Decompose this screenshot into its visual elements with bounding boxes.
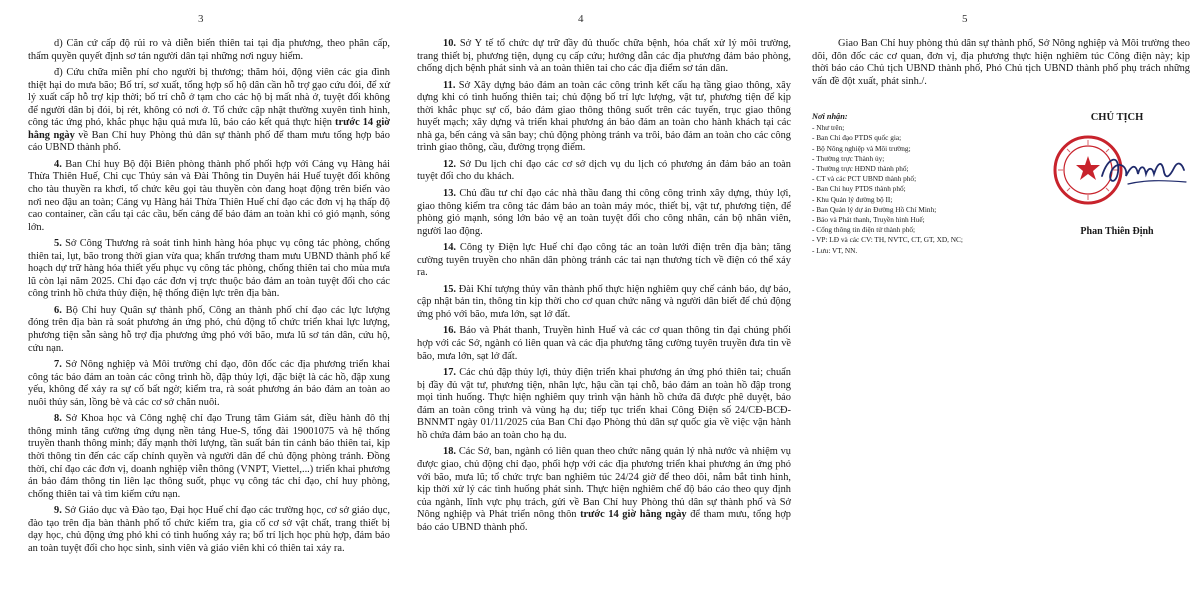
recipients-title: Nơi nhận: [812, 112, 848, 121]
document-page-5 [800, 0, 1200, 613]
paragraph [28, 413, 390, 501]
paragraph-tail: để tham mưu, tổng hợp báo cáo UBND thành phố. [417, 509, 792, 533]
paragraph-text: d) Căn cứ cấp độ rủi ro và diễn biến thiên tai tại địa phương, theo phân cấp, thẩm quyền quyết định sơ tán người dân tại những nơi nguy hiểm. [28, 38, 390, 62]
paragraph-number: 6. [54, 304, 62, 316]
recipients-items [812, 123, 1042, 256]
recipient-item: - Báo và Phát thanh, Truyền hình Huế; [812, 215, 925, 225]
page-body [417, 38, 791, 538]
recipient-item: - Ban Chỉ đạo PTDS quốc gia; [812, 133, 902, 143]
paragraph-text: Ban Chỉ huy Bộ đội Biên phòng thành phố phối hợp với Cảng vụ Hàng hải Thừa Thiên Huế, Chi cục Thủy sản và Đài Thông tin Duyên hải Huế tuyệt đối không cho tàu thuyền ra khơi, tổ chức kêu gọi tàu thuyền còn đang hoạt động trên biển vào nơi neo đậu an toàn; Cảng vụ Hàng hải Thừa Thiên Huế chỉ đạo các đơn vị hạ thấp độ cao container, cần cẩu tại các cầu, bến cảng để bảo đảm an toàn khi có gió mạnh, sóng lớn. [28, 158, 390, 233]
paragraph-number: 18. [443, 446, 456, 458]
paragraph-number: 14. [443, 242, 456, 254]
paragraph-number: 4. [54, 158, 62, 170]
signature-block [812, 112, 1192, 312]
page-number: 5 [962, 13, 968, 25]
recipient-item: - Cổng thông tin điện tử thành phố; [812, 225, 916, 235]
page-number: 3 [198, 13, 204, 25]
signer-position: CHỦ TỊCH [1090, 112, 1144, 123]
signer [1042, 112, 1192, 237]
paragraph [417, 284, 791, 322]
paragraph-number: 13. [443, 188, 456, 200]
paragraph-text: Đài Khí tượng thủy văn thành phố thực hiện nghiêm quy chế cảnh báo, dự báo, cập nhật bản tin, thông tin kịp thời cho cơ quan chức năng và người dân biết để chủ động ứng phó với bão, mưa lớn, sạt lở đất. [417, 283, 791, 320]
paragraph-text: Sở Công Thương rà soát tình hình hàng hóa phục vụ công tác phòng, chống thiên tai, lụt, bão trong thời gian vừa qua; khẩn trương tham mưu UBND thành phố kế hoạch dự trữ hàng hóa thiết yếu phục vụ công tác phòng, chống thiên tai cho mùa mưa lũ còn lại năm 2025. Chỉ đạo các đơn vị trực thuộc bảo đảm an toàn tuyệt đối cho các công trình hồ chứa thủy điện, hệ thống điện lực trên địa bàn. [28, 238, 390, 300]
handwritten-signature-icon [1098, 146, 1190, 194]
recipient-item: - Bộ Nông nghiệp và Môi trường; [812, 143, 911, 153]
paragraph-number: 8. [54, 413, 62, 425]
paragraph-text: Chủ đầu tư chỉ đạo các nhà thầu đang thi công công trình xây dựng, thủy lợi, giao thông kiểm tra công tác đảm bảo an toàn máy móc, thiết bị, vật tư, phương tiện, để phòng gió mạnh, sóng lớn bảo vệ an toàn tuyệt đối cho công nhân, cán bộ nhân viên, người lao động. [417, 188, 791, 237]
signer-name: Phan Thiên Định [1080, 226, 1154, 237]
paragraph-text: Sở Du lịch chỉ đạo các cơ sở dịch vụ du lịch có phương án đảm bảo an toàn tuyệt đối cho du khách. [417, 158, 791, 183]
paragraph [28, 238, 390, 301]
paragraph-emphasis: trước 14 giờ hằng ngày [580, 509, 687, 521]
recipient-item: - Như trên; [812, 123, 845, 133]
paragraph [417, 38, 791, 76]
paragraph-text: Sở Y tế tổ chức dự trữ đầy đủ thuốc chữa bệnh, hóa chất xử lý môi trường, trang thiết bị, phương tiện, dụng cụ cấp cứu; hướng dẫn các địa phương đảm bảo phòng, chống dịch bệnh phát sinh và an toàn thiên tai cho các địa điểm sơ tán dân. [417, 38, 791, 75]
paragraph [28, 359, 390, 409]
paragraph-text: Sở Xây dựng bảo đảm an toàn các công trình kết cấu hạ tầng giao thông, xây dựng khi có tình huống thiên tai; chủ động bố trí lực lượng, vật tư, phương tiện để kịp thời khắc phục sự cố, bảo đảm giao thông thông suốt trên các tuyến, trục giao thông huyết mạch; xây dựng và triển khai phương án bảo đảm an toàn cho hành khách tại các nhà ga, bến cảng và sân bay; chủ động phòng tránh va trôi, bảo đảm an toàn cho các công trình giao thông, cầu, đường trọng điểm. [417, 79, 791, 154]
paragraph-text: Sở Giáo dục và Đào tạo, Đại học Huế chỉ đạo các trường học, cơ sở giáo dục, đào tạo trên địa bàn thành phố tổ chức kiểm tra, gia cố cơ sở vật chất, trang thiết bị dạy học, chủ động ứng phó khi có tình huống xảy ra; bố trí lịch học phù hợp, đảm bảo an toàn tuyệt đối cho học sinh, sinh viên và giáo viên khi có thiên tai xảy ra. [28, 505, 390, 554]
paragraph-text: Báo và Phát thanh, Truyền hình Huế và các cơ quan thông tin đại chúng phối hợp với các Sở, ngành có liên quan và các địa phương tăng cường tuyên truyền đưa tin về bão, mưa lớn, sạt lở đất. [417, 325, 791, 362]
page-number: 4 [578, 13, 584, 25]
paragraph-text: Các chủ đập thủy lợi, thủy điện triển khai phương án ứng phó thiên tai; chuẩn bị đầy đủ vật tư, phương tiện, nhân lực, hậu cần tại chỗ, bảo đảm an toàn hồ đập trong mọi tình huống. Thực hiện nghiêm quy trình vận hành hồ chứa đã được phê duyệt, bảo đảm an toàn công trình và vùng hạ du; tiếp tục triển khai Công Điện số 24/CĐ-BCĐ-BNNMT ngày 01/11/2025 của Ban Chỉ đạo Phòng thủ dân sự quốc gia về việc vận hành hồ chứa đảm bảo an toàn cho hạ du. [417, 367, 791, 441]
paragraph [28, 159, 390, 234]
paragraph [812, 38, 1190, 88]
paragraph-text: Công ty Điện lực Huế chỉ đạo công tác an toàn lưới điện trên địa bàn; tăng cường tuyên truyền cho nhân dân phòng tránh các tai nạn thương tích về điện có thể xảy ra. [417, 242, 791, 279]
recipient-item: - Lưu: VT, NN. [812, 245, 858, 255]
recipient-item: - Thường trực Thành ủy; [812, 153, 885, 163]
paragraph [28, 305, 390, 355]
paragraph [28, 38, 390, 63]
page-body [812, 38, 1190, 92]
paragraph-number: 17. [443, 367, 456, 379]
paragraph-number: 12. [443, 158, 456, 170]
paragraph [417, 80, 791, 155]
paragraph-text: Sở Nông nghiệp và Môi trường chỉ đạo, đôn đốc các địa phương triển khai công tác bảo đảm an toàn các công trình hồ, đập thủy lợi, đặc biệt là các hồ, đập xung yếu, không để xảy ra sự cố bất ngờ; kiểm tra, rà soát phương án bảo đảm an toàn ao nuôi thủy sản, lồng bè và các cơ sở chăn nuôi. [28, 359, 390, 408]
paragraph-text: đ) Cứu chữa miễn phí cho người bị thương; thăm hỏi, động viên các gia đình thiệt hại do mưa bão; Bố trí, sơ xuất, tổng hợp số hộ dân cần hỗ trợ gạo cứu đói, để xử lý xuất cấp hỗ trợ kịp thời; bố trí chỗ ở tạm cho các hộ bị mất nhà ở, tuyệt đối không để người dân bị đói, bị rét, không có nơi ở. Tổ chức cập nhật thường xuyên tình hình, công tác ứng phó, khắc phục hậu quả mưa lũ, báo cáo kết quả thực hiện [28, 67, 390, 129]
paragraph-text: Giao Ban Chỉ huy phòng thủ dân sự thành phố, Sở Nông nghiệp và Môi trường theo dõi, đôn đốc các cơ quan, đơn vị, địa phương thực hiện nghiêm túc Công điện này; kịp thời báo cáo Chủ tịch UBND thành phố, Phó Chủ tịch UBND thành phố phụ trách những vấn đề đột xuất, phát sinh./. [812, 38, 1190, 87]
paragraph-tail: về Ban Chỉ huy Phòng thủ dân sự thành phố để tham mưu tổng hợp báo cáo UBND thành phố. [28, 129, 390, 154]
paragraph-number: 9. [54, 505, 62, 517]
paragraph-text: Các Sở, ban, ngành có liên quan theo chức năng quản lý nhà nước và nhiệm vụ được giao, chủ động chỉ đạo, phối hợp với các địa phương triển khai phương án ứng phó với bão, mưa lũ; tổ chức trực ban nghiêm túc 24/24 giờ để theo dõi, nắm bắt tình hình, kịp thời xử lý các tình huống phát sinh. Thực hiện nghiêm chế độ báo cáo theo quy định của ngành, lĩnh vực phụ trách, gửi về Ban Chỉ huy Phòng thủ dân sự thành phố và Sở Nông nghiệp và Phát triển nông thôn [417, 446, 791, 521]
page-body [28, 38, 390, 559]
document-page-4 [400, 0, 800, 613]
recipient-item: - VP: LĐ và các CV: TH, NVTC, CT, GT, XD, NC; [812, 235, 963, 245]
paragraph-number: 10. [443, 38, 456, 49]
paragraph [28, 67, 390, 155]
recipient-item: - Thường trực HĐND thành phố; [812, 164, 909, 174]
paragraph [417, 446, 791, 534]
paragraph [417, 367, 791, 442]
recipient-item: - CT và các PCT UBND thành phố; [812, 174, 917, 184]
paragraph [28, 505, 390, 555]
paragraph-text: Bộ Chỉ huy Quân sự thành phố, Công an thành phố chỉ đạo các lực lượng đóng trên địa bàn rà soát phương án ứng phó, chủ động tổ chức triển khai lực lượng, phương tiện sẵn sàng hỗ trợ địa phương ứng phó với bão, mưa lũ sơ tán dân, cứu hộ, cứu nạn. [28, 304, 390, 354]
paragraph-number: 16. [443, 325, 456, 337]
recipient-item: - Ban Quản lý dự án Đường Hồ Chí Minh; [812, 204, 937, 214]
recipients-list [812, 112, 1042, 256]
paragraph-number: 7. [54, 359, 62, 371]
paragraph [417, 188, 791, 238]
recipient-item: - Ban Chỉ huy PTDS thành phố; [812, 184, 906, 194]
paragraph-number: 5. [54, 238, 62, 250]
paragraph-emphasis: trước 14 giờ hằng ngày [28, 117, 390, 141]
paragraph-text: Sở Khoa học và Công nghệ chỉ đạo Trung tâm Giám sát, điều hành đô thị thông minh tăng cường ứng dụng nền tảng Hue-S, tổng đài 19001075 và hệ thống truyền thanh thông minh; đẩy mạnh thời lượng, tần suất bản tin cảnh báo thiên tai, kịp thời thông tin đến các cấp chính quyền và người dân để chủ động phòng tránh. Đồng thời, chỉ đạo các đơn vị, doanh nghiệp viễn thông (VNPT, Viettel,...) triển khai phương án bảo đảm thông tin liên lạc thông suốt, phục vụ công tác chỉ đạo, chỉ huy phòng, chống thiên tai và tìm kiếm cứu nạn. [28, 413, 390, 500]
paragraph [417, 325, 791, 363]
paragraph [417, 242, 791, 280]
recipient-item: - Khu Quản lý đường bộ II; [812, 194, 893, 204]
paragraph-number: 11. [443, 79, 456, 91]
document-page-3 [0, 0, 400, 613]
paragraph-number: 15. [443, 283, 456, 295]
paragraph [417, 159, 791, 184]
